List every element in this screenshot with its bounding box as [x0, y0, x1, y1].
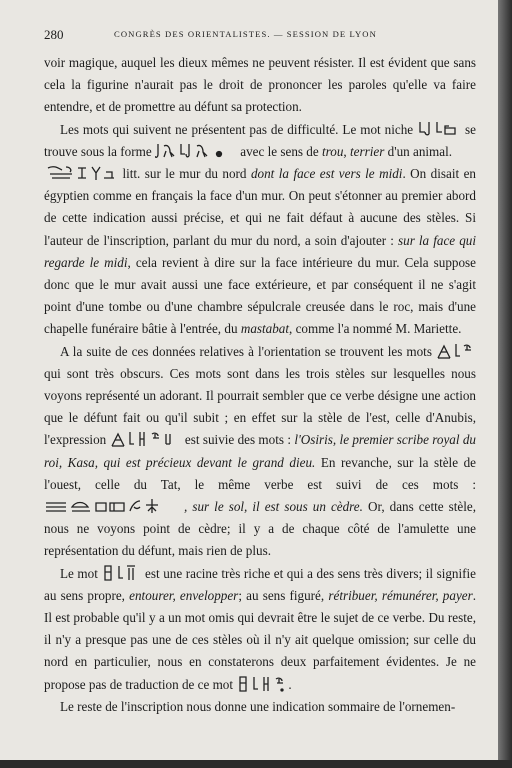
paragraph-6 [44, 696, 476, 718]
body-text [44, 52, 476, 718]
p2-italic-terrier: terrier [350, 143, 385, 159]
p4-italic-d: , sur le sol, il est sous un cèdre. [184, 499, 363, 515]
p5-text-c: ; au sens figuré, [238, 587, 325, 603]
p4-text-a: A la suite de ces données relatives à l'orientation se trouvent les mots [60, 343, 432, 359]
page-bottom-edge [0, 760, 512, 768]
p2-sep: , [343, 143, 347, 159]
p3-text-a: litt. sur le mur du nord [122, 166, 247, 182]
p3-text-d: , comme l'a nommé M. Mariette. [289, 321, 462, 337]
hieroglyph-north-wall-icon [44, 164, 118, 182]
paragraph-6-text: Le reste de l'inscription nous donne une indication sommaire de l'ornemen- [60, 698, 456, 714]
p3-italic-b: sur la face qui regarde le midi [44, 232, 476, 270]
paragraph-1-text: voir magique, auquel les dieux mêmes ne peuvent résister. Il est évident que sans cela la figurine n'aurait pas le droit de prononcer les paroles qu'elle va faire entendre, et de promettre au défunt sa protection. [44, 55, 476, 115]
p3-text-c: , cela revient à dire sur la face intérieure du mur. Cela suppose donc que le mur avait aussi une face extérieure, et par conséquent il ne s'agit point d'une tombe ou d'une chambre sépulcrale creusée dans le roc, mais d'une chapelle funéraire bâtie à l'entrée, du [44, 254, 476, 337]
p3-italic-a: dont la face est vers le midi [250, 166, 403, 182]
p2-text-a: Les mots qui suivent ne présentent pas de difficulté. Le mot niche [60, 121, 414, 137]
hieroglyph-root-word-icon [101, 564, 141, 582]
p5-text-b: est une racine très riche et qui a des sens très divers; il signifie au sens propre, [44, 565, 476, 603]
paragraph-4 [44, 341, 476, 563]
page-shadow-edge [498, 0, 512, 768]
p4-text-e: Or, dans cette stèle, nous ne voyons point de cèdre; il y a de chaque côté de l'amulette une représentation du défunt, mais rien de plus. [44, 499, 476, 559]
hieroglyph-niche-icon [417, 120, 461, 138]
running-title: CONGRÈS DES ORIENTALISTES. — SESSION DE LYON [114, 29, 377, 39]
p4-text-c: est suivie des mots : [184, 432, 291, 448]
paragraph-2 [44, 119, 476, 163]
paragraph-3 [44, 163, 476, 341]
p5-text-e: . [288, 676, 292, 692]
paragraph-5 [44, 563, 476, 696]
p4-text-d: En revanche, sur la stèle de l'ouest, celle du Tat, le même verbe est suivi de ces mots : [44, 454, 476, 492]
p3-italic-mastabat: mastabat [240, 321, 290, 337]
page-header [44, 27, 476, 43]
p5-italic-b: entourer, envelopper [129, 587, 239, 603]
hieroglyph-ground-cedar-icon [44, 497, 184, 515]
page-number: 280 [44, 27, 64, 42]
hieroglyph-niche-variant-icon [155, 142, 237, 160]
hieroglyph-obscure-words-icon [436, 342, 476, 360]
hieroglyph-expression-icon [110, 430, 182, 448]
p2-text-end: d'un animal. [387, 143, 453, 159]
p2-text-b: se trouve sous la forme [44, 121, 476, 159]
paragraph-1 [44, 52, 476, 119]
p2-italic-trou: trou [322, 143, 344, 159]
p5-text-d: . Il est probable qu'il y a un mot omis qui devrait être le sujet de ce verbe. Du reste, il n'y a presque pas une de ces stèles où il n'y ait quelque omission; sur celle du nord en particulier, nous en constaterons deux parfaitement évidentes. Je ne propose pas de traduction de ce mot [44, 587, 477, 692]
p5-text-a: Le mot [60, 565, 98, 581]
p5-italic-c: rétribuer, rémunérer, payer [328, 587, 473, 603]
p2-text-c: avec le sens de [240, 143, 319, 159]
hieroglyph-untranslated-word-icon [236, 675, 288, 693]
p4-italic-c: l'Osiris, le premier scribe royal du roi, Kasa, qui est précieux devant le grand dieu. [44, 432, 476, 470]
p4-text-b: qui sont très obscurs. Ces mots sont dans les trois stèles sur lesquelles nous voyons représenté un adorant. Il pourrait sembler que ce verbe désigne une action que le défunt fait ou qu'il subit ; en effet sur la stèle de l'est, celle d'Anubis, l'expression [44, 365, 476, 448]
p3-text-b: . On disait en égyptien comme en français la face d'un mur. On peut s'étonner au premier abord de cette indication aussi précise, et qui ne fait défaut à aucune des stèles. Si l'auteur de l'inscription, parlant du mur du nord, a soin d'ajouter : [44, 166, 477, 248]
